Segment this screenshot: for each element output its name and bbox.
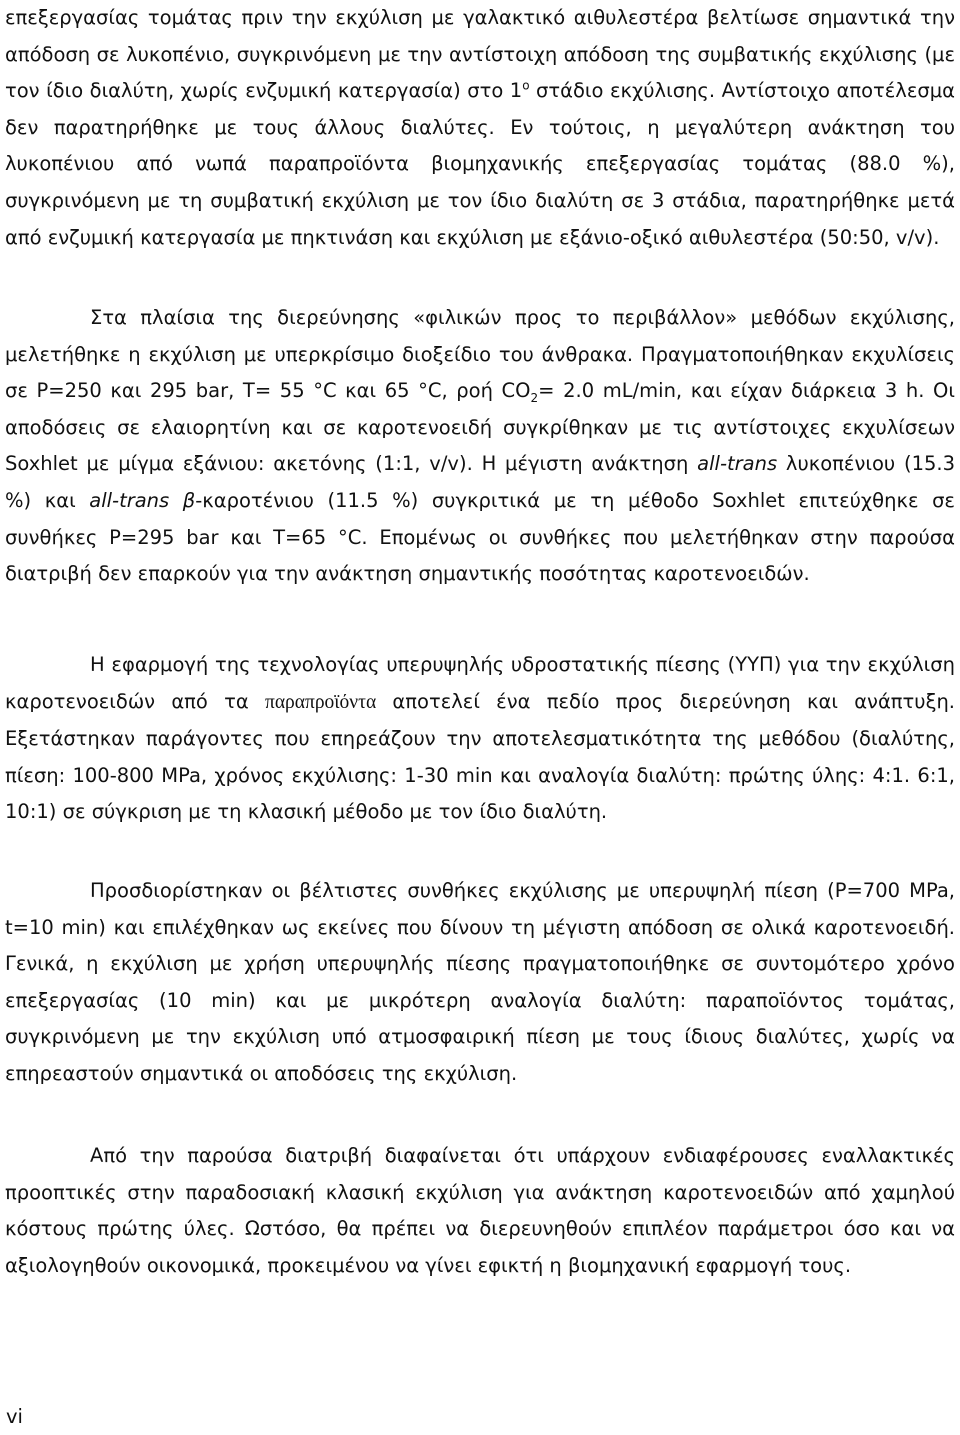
- paragraph-4-text: Προσδιορίστηκαν οι βέλτιστες συνθήκες εκχύλισης με υπερυψηλή πίεση (P=700 MPa, t=10 min) και επιλέχθηκαν ως εκείνες που δίνουν τη μέγιστη απόδοση σε ολικά καροτενοειδή. Γενικά, η εκχύλιση με χρήση υπερυψηλής πίεσης πραγματοποιήθηκε σε συντομότερο χρόνο επεξεργασίας (10 min) και με μικρότερη αναλογία διαλύτη: παραποϊόντος τομάτας, συγκρινόμενη με την εκχύλιση υπό ατμοσφαιρική πίεση με τους ίδιους διαλύτες, χωρίς να επηρεαστούν σημαντικά οι αποδόσεις της εκχύλιση.: [5, 879, 955, 1085]
- paragraph-5: [5, 1138, 955, 1284]
- paragraph-2: [5, 300, 955, 593]
- paragraph-3-text-a: Η εφαρμογή της τεχνολογίας υπερυψηλής υδροστατικής πίεσης (ΥΥΠ) για την εκχύλιση καροτενοειδών από τα: [5, 653, 955, 713]
- ordinal-superscript: ο: [522, 78, 530, 93]
- paragraph-3-serif-word: παραπροϊόντα: [264, 691, 377, 713]
- paragraph-4: [5, 873, 955, 1093]
- all-trans-italic-1: all-trans: [697, 452, 778, 476]
- paragraph-5-text: Από την παρούσα διατριβή διαφαίνεται ότι υπάρχουν ενδιαφέρουσες εναλλακτικές προοπτικές στην παραδοσιακή κλασική εκχύλιση για ανάκτηση καροτενοειδών από χαμηλού κόστους πρώτης ύλες. Ωστόσο, θα πρέπει να διερευνηθούν επιπλέον παράμετροι όσο και να αξιολογηθούν οικονομικά, προκειμένου να γίνει εφικτή η βιομηχανική εφαρμογή τους.: [5, 1144, 955, 1277]
- paragraph-2-text-d: -καροτένιου (11.5 %) συγκριτικά με τη μέθοδο Soxhlet επιτεύχθηκε σε συνθήκες P=295 bar και T=65 °C. Επομένως οι συνθήκες που μελετήθηκαν στην παρούσα διατριβή δεν επαρκούν για την ανάκτηση σημαντικής ποσότητας καροτενοειδών.: [5, 488, 955, 586]
- all-trans-italic-2: all-trans β: [89, 488, 196, 512]
- paragraph-2-text-a: Στα πλαίσια της διερεύνησης «φιλικών προς το περιβάλλον» μεθόδων εκχύλισης, μελετήθηκε η εκχύλιση με υπερκρίσιμο διοξείδιο του άνθρακα. Πραγματοποιήθηκαν εκχυλίσεις σε P=250 και 295 bar, T= 55 °C και 65 °C, ροή CO: [5, 306, 955, 403]
- paragraph-1-text-a: επεξεργασίας τομάτας πριν την εκχύλιση με γαλακτικό αιθυλεστέρα βελτίωσε σημαντικά την απόδοση σε λυκοπένιο, συγκρινόμενη με την αντίστοιχη απόδοση της συμβατικής εκχύλισης (με τον ίδιο διαλύτη, χωρίς ενζυμική κατεργασία) στο 1: [5, 6, 955, 103]
- paragraph-2-text-b: = 2.0 mL/min, και είχαν διάρκεια 3 h. Οι αποδόσεις σε ελαιορητίνη και σε καροτενοειδή συγκρίθηκαν με τις αντίστοιχες εκχυλίσεων Soxhlet με μίγμα εξάνιου: ακετόνης (1:1, v/v). Η μέγιστη ανάκτηση: [5, 379, 955, 476]
- paragraph-3: [5, 647, 955, 831]
- paragraph-3-text-b: αποτελεί ένα πεδίο προς διερεύνηση και ανάπτυξη. Εξετάστηκαν παράγοντες που επηρεάζουν την αποτελεσματικότητα της μεθόδου (διαλύτης, πίεση: 100-800 MPa, χρόνος εκχύλισης: 1-30 min και αναλογία διαλύτη: πρώτης ύλης: 4:1. 6:1, 10:1) σε σύγκριση με τη κλασική μέθοδο με τον ίδιο διαλύτη.: [5, 689, 956, 824]
- page-number: vi: [6, 1405, 23, 1428]
- paragraph-1: [5, 0, 955, 256]
- co2-subscript: 2: [530, 391, 539, 406]
- paragraph-1-text-b: στάδιο εκχύλισης. Αντίστοιχο αποτέλεσμα δεν παρατηρήθηκε με τους άλλους διαλύτες. Εν τούτοις, η μεγαλύτερη ανάκτηση του λυκοπένιου από νωπά παραπροϊόντα βιομηχανικής επεξεργασίας τομάτας (88.0 %), συγκρινόμενη με τη συμβατική εκχύλιση με τον ίδιο διαλύτη σε 3 στάδια, παρατηρήθηκε μετά από ενζυμική κατεργασία με πηκτινάση και εκχύλιση με εξάνιο-οξικό αιθυλεστέρα (50:50, v/v).: [5, 79, 955, 249]
- paragraph-2-text-c: λυκοπένιου (15.3 %) και: [5, 452, 955, 512]
